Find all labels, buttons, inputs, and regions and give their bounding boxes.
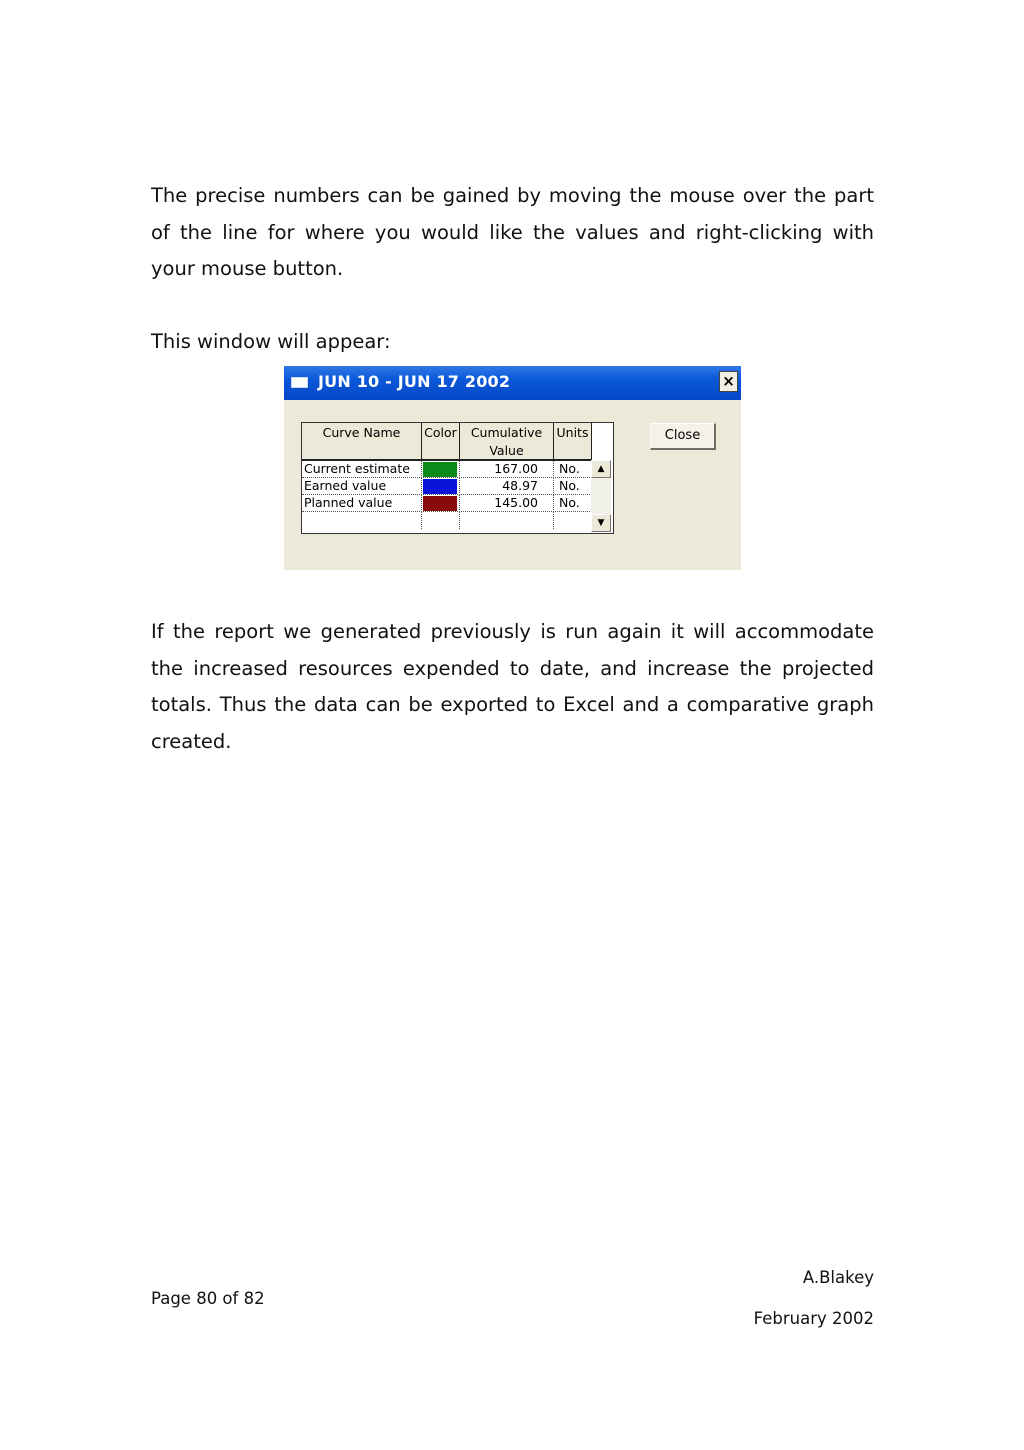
- units-cell: No.: [554, 495, 592, 512]
- empty-cell: [422, 512, 460, 529]
- close-icon[interactable]: ×: [719, 371, 738, 392]
- header-units: Units: [554, 423, 592, 461]
- table-row[interactable]: [302, 495, 592, 512]
- color-swatch: [423, 496, 457, 511]
- footer-page-number: Page 80 of 82: [151, 1289, 265, 1308]
- header-cumulative-label: Cumulative: [470, 425, 543, 440]
- curve-name-cell: Current estimate: [302, 461, 422, 478]
- footer-date: February 2002: [753, 1309, 874, 1328]
- curve-values-grid: [301, 422, 614, 534]
- header-curve-name: Curve Name: [302, 423, 422, 461]
- values-dialog: [284, 366, 741, 570]
- header-cumulative-value: [460, 423, 554, 461]
- color-cell: [422, 478, 460, 495]
- dialog-titlebar[interactable]: [284, 366, 741, 400]
- value-cell: 48.97: [460, 478, 554, 495]
- table-row[interactable]: [302, 461, 592, 478]
- empty-cell: [460, 512, 554, 529]
- close-button[interactable]: Close: [650, 423, 716, 450]
- empty-cell: [302, 512, 422, 529]
- scroll-up-icon[interactable]: ▲: [591, 460, 611, 478]
- dialog-title: JUN 10 - JUN 17 2002: [318, 372, 511, 391]
- paragraph-report: If the report we generated previously is run again it will accommodate the increased resources expended to date, and increase the projected totals. Thus the data can be exported to Excel and a comparative graph created.: [151, 620, 874, 753]
- header-value-label: Value: [489, 443, 524, 458]
- header-color: Color: [422, 423, 460, 461]
- vertical-scrollbar[interactable]: [591, 460, 611, 532]
- units-cell: No.: [554, 461, 592, 478]
- curve-name-cell: Earned value: [302, 478, 422, 495]
- value-cell: 167.00: [460, 461, 554, 478]
- value-cell: 145.00: [460, 495, 554, 512]
- table-row[interactable]: [302, 478, 592, 495]
- footer-author: A.Blakey: [802, 1268, 874, 1287]
- header-blank: [592, 423, 613, 461]
- color-swatch: [423, 462, 457, 477]
- curve-name-cell: Planned value: [302, 495, 422, 512]
- paragraph-intro: The precise numbers can be gained by moving the mouse over the part of the line for where you would like the values and right-clicking with your mouse button.: [151, 184, 874, 280]
- units-cell: No.: [554, 478, 592, 495]
- empty-cell: [554, 512, 592, 529]
- paragraph-window-appear: This window will appear:: [151, 330, 391, 353]
- color-swatch: [423, 479, 457, 494]
- table-row-empty[interactable]: [302, 512, 592, 529]
- color-cell: [422, 461, 460, 478]
- window-icon: [291, 377, 308, 388]
- scroll-down-icon[interactable]: ▼: [591, 514, 611, 532]
- color-cell: [422, 495, 460, 512]
